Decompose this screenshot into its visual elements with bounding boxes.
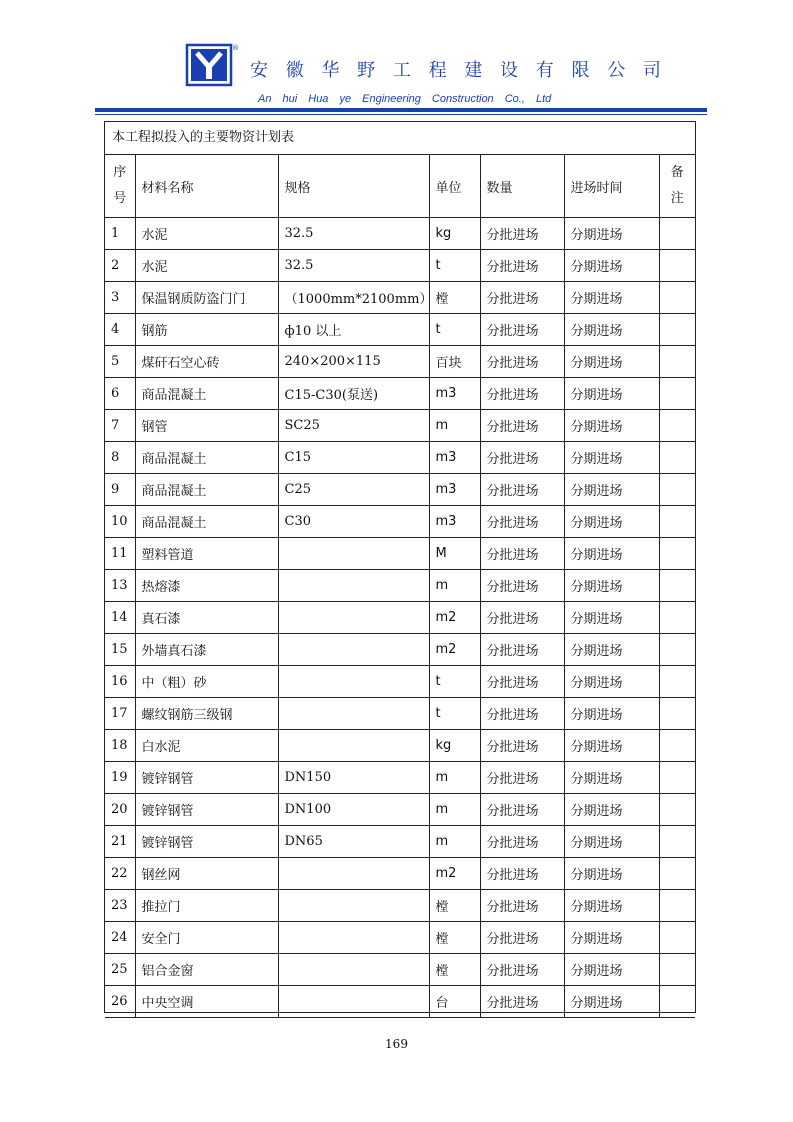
table-row	[105, 730, 695, 762]
cell-name: 塑料管道	[135, 538, 278, 570]
cell-seq: 18	[105, 730, 135, 762]
cell-note	[659, 346, 695, 378]
cell-qty: 分批进场	[480, 698, 564, 730]
cell-name: 商品混凝土	[135, 506, 278, 538]
table-row	[105, 602, 695, 634]
table-row	[105, 890, 695, 922]
cell-name: 螺纹钢筋三级钢	[135, 698, 278, 730]
cell-qty: 分批进场	[480, 762, 564, 794]
cell-seq: 15	[105, 634, 135, 666]
col-header-seq-line2: 号	[113, 191, 127, 206]
cell-spec	[278, 986, 429, 1018]
cell-name: 商品混凝土	[135, 378, 278, 410]
cell-time: 分期进场	[564, 538, 659, 570]
cell-unit: 樘	[429, 890, 480, 922]
cell-qty: 分批进场	[480, 666, 564, 698]
cell-qty: 分批进场	[480, 634, 564, 666]
table-row	[105, 954, 695, 986]
cell-seq: 11	[105, 538, 135, 570]
cell-qty: 分批进场	[480, 602, 564, 634]
cell-seq: 4	[105, 314, 135, 346]
table-row	[105, 666, 695, 698]
cell-qty: 分批进场	[480, 442, 564, 474]
cell-unit: m	[429, 570, 480, 602]
cell-spec	[278, 730, 429, 762]
col-header-note-line1: 备	[670, 165, 684, 180]
table-row	[105, 794, 695, 826]
cell-unit: t	[429, 698, 480, 730]
cell-note	[659, 890, 695, 922]
cell-time: 分期进场	[564, 314, 659, 346]
table-row	[105, 442, 695, 474]
header-rule-thin	[95, 114, 707, 115]
col-header-name: 材料名称	[135, 155, 278, 218]
cell-unit: m	[429, 794, 480, 826]
cell-seq: 7	[105, 410, 135, 442]
cell-name: 中（粗）砂	[135, 666, 278, 698]
cell-name: 热熔漆	[135, 570, 278, 602]
cell-unit: 樘	[429, 282, 480, 314]
cell-unit: m3	[429, 506, 480, 538]
cell-qty: 分批进场	[480, 826, 564, 858]
cell-unit: 百块	[429, 346, 480, 378]
cell-name: 中央空调	[135, 986, 278, 1018]
cell-unit: m3	[429, 474, 480, 506]
cell-time: 分期进场	[564, 762, 659, 794]
cell-note	[659, 858, 695, 890]
company-logo-icon	[186, 41, 238, 91]
cell-seq: 13	[105, 570, 135, 602]
cell-spec: C30	[278, 506, 429, 538]
col-header-time: 进场时间	[564, 155, 659, 218]
table-row	[105, 474, 695, 506]
materials-table-frame	[104, 121, 696, 1013]
table-row	[105, 506, 695, 538]
cell-qty: 分批进场	[480, 474, 564, 506]
cell-time: 分期进场	[564, 442, 659, 474]
table-row	[105, 410, 695, 442]
cell-name: 钢筋	[135, 314, 278, 346]
cell-qty: 分批进场	[480, 346, 564, 378]
cell-spec	[278, 570, 429, 602]
table-row	[105, 762, 695, 794]
cell-seq: 2	[105, 250, 135, 282]
cell-time: 分期进场	[564, 218, 659, 250]
cell-unit: kg	[429, 730, 480, 762]
cell-name: 安全门	[135, 922, 278, 954]
cell-note	[659, 506, 695, 538]
cell-spec: 240×200×115	[278, 346, 429, 378]
cell-seq: 23	[105, 890, 135, 922]
cell-note	[659, 474, 695, 506]
cell-spec	[278, 634, 429, 666]
cell-qty: 分批进场	[480, 282, 564, 314]
cell-unit: 樘	[429, 954, 480, 986]
cell-name: 镀锌钢管	[135, 794, 278, 826]
cell-seq: 20	[105, 794, 135, 826]
cell-spec: DN100	[278, 794, 429, 826]
cell-seq: 16	[105, 666, 135, 698]
cell-spec	[278, 890, 429, 922]
col-header-seq	[105, 155, 135, 218]
cell-note	[659, 442, 695, 474]
cell-time: 分期进场	[564, 378, 659, 410]
cell-qty: 分批进场	[480, 250, 564, 282]
cell-spec: SC25	[278, 410, 429, 442]
cell-note	[659, 922, 695, 954]
cell-name: 钢管	[135, 410, 278, 442]
col-header-note	[659, 155, 695, 218]
cell-spec: DN65	[278, 826, 429, 858]
table-row	[105, 314, 695, 346]
cell-time: 分期进场	[564, 474, 659, 506]
company-name-cn: 安 徽 华 野 工 程 建 设 有 限 公 司	[250, 60, 667, 81]
cell-note	[659, 410, 695, 442]
cell-note	[659, 538, 695, 570]
col-header-note-line2: 注	[670, 191, 684, 206]
cell-seq: 9	[105, 474, 135, 506]
cell-unit: t	[429, 250, 480, 282]
cell-name: 白水泥	[135, 730, 278, 762]
cell-note	[659, 954, 695, 986]
cell-time: 分期进场	[564, 250, 659, 282]
cell-time: 分期进场	[564, 666, 659, 698]
table-row	[105, 538, 695, 570]
materials-table	[105, 155, 695, 1018]
cell-spec: C15	[278, 442, 429, 474]
cell-spec: 32.5	[278, 250, 429, 282]
cell-time: 分期进场	[564, 634, 659, 666]
cell-spec	[278, 954, 429, 986]
cell-time: 分期进场	[564, 506, 659, 538]
table-row	[105, 346, 695, 378]
cell-unit: t	[429, 666, 480, 698]
cell-spec: C15-C30(泵送)	[278, 378, 429, 410]
cell-name: 商品混凝土	[135, 474, 278, 506]
cell-unit: m	[429, 762, 480, 794]
cell-seq: 22	[105, 858, 135, 890]
cell-name: 保温钢质防盗门门	[135, 282, 278, 314]
cell-qty: 分批进场	[480, 794, 564, 826]
cell-qty: 分批进场	[480, 506, 564, 538]
cell-note	[659, 314, 695, 346]
table-row	[105, 698, 695, 730]
cell-seq: 5	[105, 346, 135, 378]
cell-spec	[278, 698, 429, 730]
cell-unit: 樘	[429, 922, 480, 954]
cell-qty: 分批进场	[480, 858, 564, 890]
cell-qty: 分批进场	[480, 218, 564, 250]
cell-time: 分期进场	[564, 346, 659, 378]
cell-unit: m2	[429, 602, 480, 634]
cell-seq: 10	[105, 506, 135, 538]
cell-name: 镀锌钢管	[135, 826, 278, 858]
cell-note	[659, 378, 695, 410]
company-name-en: An hui Hua ye Engineering Construction Co., Ltd	[258, 93, 552, 105]
cell-name: 推拉门	[135, 890, 278, 922]
cell-time: 分期进场	[564, 730, 659, 762]
cell-unit: 台	[429, 986, 480, 1018]
col-header-unit: 单位	[429, 155, 480, 218]
cell-spec: C25	[278, 474, 429, 506]
table-row	[105, 570, 695, 602]
cell-unit: m	[429, 826, 480, 858]
cell-time: 分期进场	[564, 570, 659, 602]
cell-unit: m2	[429, 858, 480, 890]
table-row	[105, 378, 695, 410]
cell-spec: DN150	[278, 762, 429, 794]
cell-spec	[278, 538, 429, 570]
cell-note	[659, 602, 695, 634]
cell-name: 煤矸石空心砖	[135, 346, 278, 378]
col-header-spec: 规格	[278, 155, 429, 218]
cell-qty: 分批进场	[480, 730, 564, 762]
cell-qty: 分批进场	[480, 410, 564, 442]
table-row	[105, 826, 695, 858]
cell-name: 商品混凝土	[135, 442, 278, 474]
cell-spec	[278, 666, 429, 698]
cell-qty: 分批进场	[480, 378, 564, 410]
table-row	[105, 922, 695, 954]
cell-qty: 分批进场	[480, 314, 564, 346]
col-header-qty: 数量	[480, 155, 564, 218]
cell-unit: m3	[429, 442, 480, 474]
page-number: 169	[385, 1037, 408, 1051]
cell-spec	[278, 858, 429, 890]
cell-qty: 分批进场	[480, 538, 564, 570]
table-row	[105, 250, 695, 282]
cell-note	[659, 570, 695, 602]
cell-seq: 14	[105, 602, 135, 634]
cell-unit: m2	[429, 634, 480, 666]
cell-name: 铝合金窗	[135, 954, 278, 986]
cell-qty: 分批进场	[480, 890, 564, 922]
cell-seq: 25	[105, 954, 135, 986]
cell-name: 真石漆	[135, 602, 278, 634]
cell-time: 分期进场	[564, 794, 659, 826]
cell-time: 分期进场	[564, 986, 659, 1018]
cell-note	[659, 730, 695, 762]
cell-seq: 6	[105, 378, 135, 410]
cell-time: 分期进场	[564, 826, 659, 858]
cell-seq: 21	[105, 826, 135, 858]
cell-note	[659, 762, 695, 794]
cell-qty: 分批进场	[480, 922, 564, 954]
table-caption: 本工程拟投入的主要物资计划表	[105, 122, 695, 155]
cell-spec: 32.5	[278, 218, 429, 250]
registered-mark: ®	[232, 44, 239, 52]
cell-qty: 分批进场	[480, 570, 564, 602]
cell-spec	[278, 922, 429, 954]
cell-spec	[278, 602, 429, 634]
cell-name: 外墙真石漆	[135, 634, 278, 666]
cell-time: 分期进场	[564, 954, 659, 986]
cell-qty: 分批进场	[480, 954, 564, 986]
cell-note	[659, 794, 695, 826]
cell-seq: 26	[105, 986, 135, 1018]
cell-name: 镀锌钢管	[135, 762, 278, 794]
cell-qty: 分批进场	[480, 986, 564, 1018]
cell-seq: 3	[105, 282, 135, 314]
cell-unit: kg	[429, 218, 480, 250]
cell-time: 分期进场	[564, 698, 659, 730]
col-header-seq-line1: 序	[113, 165, 127, 180]
cell-note	[659, 986, 695, 1018]
cell-spec: ф10 以上	[278, 314, 429, 346]
cell-name: 水泥	[135, 218, 278, 250]
cell-time: 分期进场	[564, 410, 659, 442]
cell-note	[659, 634, 695, 666]
cell-seq: 24	[105, 922, 135, 954]
cell-unit: t	[429, 314, 480, 346]
cell-seq: 17	[105, 698, 135, 730]
cell-note	[659, 282, 695, 314]
cell-seq: 1	[105, 218, 135, 250]
cell-time: 分期进场	[564, 890, 659, 922]
cell-unit: m	[429, 410, 480, 442]
cell-name: 钢丝网	[135, 858, 278, 890]
cell-time: 分期进场	[564, 922, 659, 954]
table-row	[105, 986, 695, 1018]
header-rule-thick	[95, 108, 707, 112]
cell-note	[659, 250, 695, 282]
cell-note	[659, 218, 695, 250]
cell-seq: 8	[105, 442, 135, 474]
table-row	[105, 858, 695, 890]
cell-spec: （1000mm*2100mm）	[278, 282, 429, 314]
cell-unit: m3	[429, 378, 480, 410]
table-row	[105, 218, 695, 250]
table-row	[105, 282, 695, 314]
cell-time: 分期进场	[564, 282, 659, 314]
cell-seq: 19	[105, 762, 135, 794]
table-row	[105, 634, 695, 666]
cell-note	[659, 698, 695, 730]
table-header-row	[105, 155, 695, 218]
cell-unit: M	[429, 538, 480, 570]
cell-note	[659, 666, 695, 698]
cell-note	[659, 826, 695, 858]
cell-name: 水泥	[135, 250, 278, 282]
cell-time: 分期进场	[564, 602, 659, 634]
cell-time: 分期进场	[564, 858, 659, 890]
